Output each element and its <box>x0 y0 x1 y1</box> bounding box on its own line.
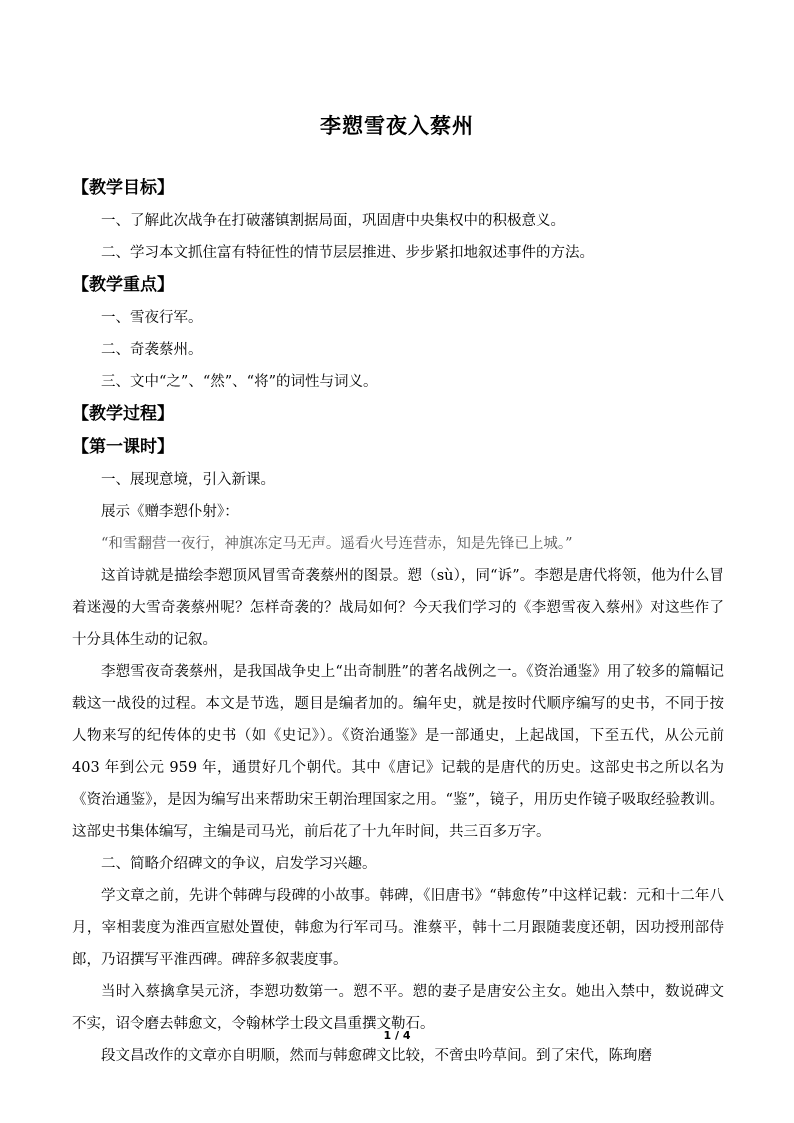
page-number: 1 / 4 <box>383 1029 411 1042</box>
lesson-paragraph: 展示《赠李愬仆射》： <box>101 504 239 520</box>
lesson-paragraph: 李愬雪夜奇袭蔡州，是我国战争史上“出奇制胜”的著名战例之一。《资治通鉴》用了较多的篇幅记载这一战役的过程。本文是节选，题目是编者加的。编年史，就是按时代顺序编写的史书，不同于按人物来写的纪传体的史书（如《史记》）。《资治通鉴》是一部通史，上起战国，下至五代，从公元前 403 年到公元 959 年，通贯好几个朝代。其中《唐记》记载的是唐代的历史。这部史书之所以名为《资治通鉴》，是因为编写出来帮助宋王朝治理国家之用。“鉴”，镜子，用历史作镜子吸取经验教训。这部史书集体编写，主编是司马光，前后花了十九年时间，共三百多万字。 <box>72 664 724 840</box>
focus-item: 三、文中“之”、“然”、“将”的词性与词义。 <box>101 374 378 390</box>
section-heading-focus: 【教学重点】 <box>72 275 174 295</box>
lesson-paragraph: 一、展现意境，引入新课。 <box>101 472 275 488</box>
lesson-paragraph: 段文昌改作的文章亦自明顺，然而与韩愈碑文比较，不啻虫吟草间。到了宋代，陈珣磨 <box>101 1048 652 1064</box>
lesson-paragraph: 当时入蔡擒拿吴元济，李愬功数第一。愬不平。愬的妻子是唐安公主女。她出入禁中，数说碑文不实，诏令磨去韩愈文，令翰林学士段文昌重撰文勒石。 <box>72 984 724 1032</box>
poem-quote: “和雪翻营一夜行，神旗冻定马无声。遥看火号连营赤，知是先锋已上城。” <box>101 536 573 552</box>
page-title: 李愬雪夜入蔡州 <box>320 114 474 138</box>
lesson-paragraph: 二、简略介绍碑文的争议，启发学习兴趣。 <box>101 856 377 872</box>
section-heading-lesson: 【第一课时】 <box>72 437 174 457</box>
goal-item: 一、了解此次战争在打破藩镇割据局面，巩固唐中央集权中的积极意义。 <box>101 213 565 229</box>
focus-item: 二、奇袭蔡州。 <box>101 342 203 358</box>
lesson-paragraph: 学文章之前，先讲个韩碑与段碑的小故事。韩碑，《旧唐书》“韩愈传”中这样记载：元和十二年八月，宰相裴度为淮西宣慰处置使，韩愈为行军司马。淮蔡平，韩十二月跟随裴度还朝，因功授刑部侍郎，乃诏撰写平淮西碑。碑辞多叙裴度事。 <box>72 888 724 968</box>
lesson-paragraph: 这首诗就是描绘李愬顶风冒雪奇袭蔡州的图景。愬（sù），同“诉”。李愬是唐代将领，他为什么冒着迷漫的大雪奇袭蔡州呢？怎样奇袭的？战局如何？今天我们学习的《李愬雪夜入蔡州》对这些作了十分具体生动的记叙。 <box>72 568 724 648</box>
document-body <box>72 172 724 1072</box>
section-heading-process: 【教学过程】 <box>72 404 174 424</box>
section-heading-goals: 【教学目标】 <box>72 178 174 198</box>
goal-item: 二、学习本文抓住富有特征性的情节层层推进、步步紧扣地叙述事件的方法。 <box>101 245 594 261</box>
focus-item: 一、雪夜行军。 <box>101 310 203 326</box>
